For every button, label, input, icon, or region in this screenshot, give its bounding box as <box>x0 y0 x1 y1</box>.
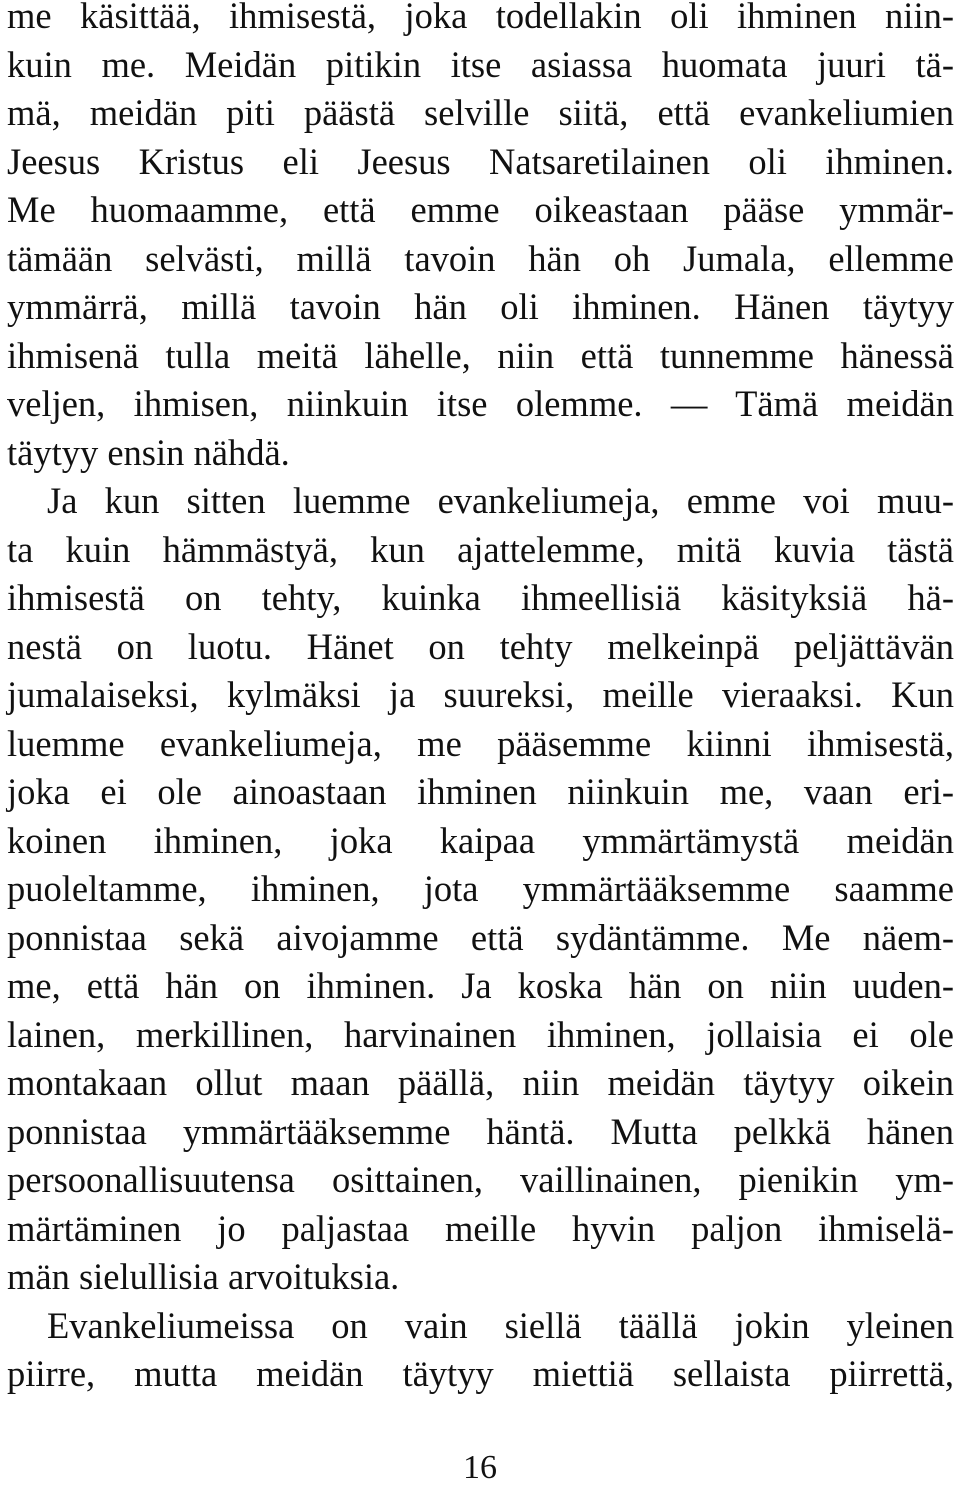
text-line: me, että hän on ihminen. Ja koska hän on niin uuden- <box>7 965 954 1006</box>
text-line: nestä on luotu. Hänet on tehty melkeinpä peljättävän <box>7 625 954 667</box>
text-line: koinen ihminen, joka kaipaa ymmärtämystä meidän <box>7 819 954 861</box>
text-line: Me huomaamme, että emme oikeastaan pääse ymmär- <box>7 189 954 230</box>
text-line: kuin me. Meidän pitikin itse asiassa huomata juuri tä- <box>7 43 954 85</box>
text-line: ta kuin hämmästyä, kun ajattelemme, mitä kuvia tästä <box>7 528 954 570</box>
text-line: montakaan ollut maan päällä, niin meidän täytyy oikein <box>7 1062 954 1103</box>
text-line: ihmisestä on tehty, kuinka ihmeellisiä käsityksiä hä- <box>7 577 954 618</box>
text-line: ymmärrä, millä tavoin hän oli ihminen. Hänen täytyy <box>7 286 954 327</box>
text-line: täytyy ensin nähdä. <box>7 431 290 473</box>
text-line: Ja kun sitten luemme evankeliumeja, emme voi muu- <box>47 480 954 521</box>
text-line: ponnistaa sekä aivojamme että sydäntämme. Me näem- <box>7 916 954 958</box>
text-line: lainen, merkillinen, harvinainen ihminen, jollaisia ei ole <box>7 1013 954 1055</box>
text-line: Evankeliumeissa on vain siellä täällä jokin yleinen <box>47 1304 954 1346</box>
text-line: luemme evankeliumeja, me pääsemme kiinni ihmisestä, <box>7 722 954 764</box>
text-line: märtäminen jo paljastaa meille hyvin paljon ihmiselä- <box>7 1207 954 1249</box>
text-line: ihmisenä tulla meitä lähelle, niin että tunnemme hänessä <box>7 334 954 376</box>
body-text <box>7 0 954 1399</box>
text-line: piirre, mutta meidän täytyy miettiä sellaista piirrettä, <box>7 1353 954 1394</box>
text-line: puoleltamme, ihminen, jota ymmärtääksemme saamme <box>7 868 954 909</box>
text-line: ponnistaa ymmärtääksemme häntä. Mutta pelkkä hänen <box>7 1110 954 1152</box>
text-line: mä, meidän piti päästä selville siitä, että evankeliumien <box>7 92 954 133</box>
text-line: veljen, ihmisen, niinkuin itse olemme. — Tämä meidän <box>7 383 954 424</box>
text-line: me käsittää, ihmisestä, joka todellakin oli ihminen niin- <box>7 0 954 36</box>
text-line: tämään selvästi, millä tavoin hän oh Jumala, ellemme <box>7 237 954 279</box>
text-line: jumalaiseksi, kylmäksi ja suureksi, meille vieraaksi. Kun <box>7 674 954 715</box>
text-line: persoonallisuutensa osittainen, vaillinainen, pienikin ym- <box>7 1159 954 1200</box>
text-line: män sielullisia arvoituksia. <box>7 1256 400 1297</box>
page-number: 16 <box>463 1449 497 1486</box>
text-line: Jeesus Kristus eli Jeesus Natsaretilainen oli ihminen. <box>7 140 954 182</box>
text-line: joka ei ole ainoastaan ihminen niinkuin me, vaan eri- <box>7 771 954 812</box>
